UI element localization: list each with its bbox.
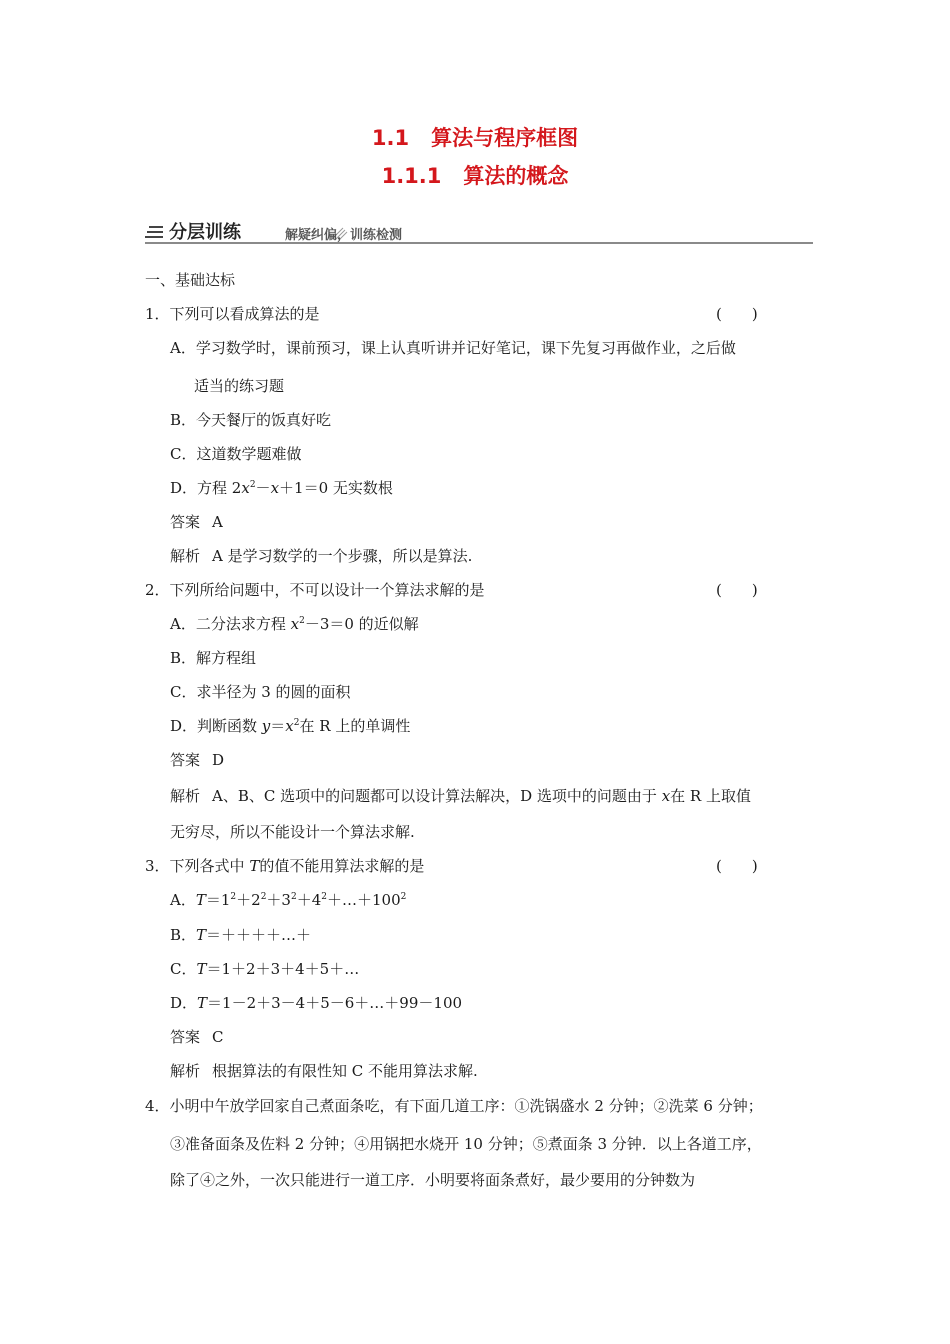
q1-analysis: 解析 A 是学习数学的一个步骤，所以是算法. xyxy=(170,547,473,565)
q1-answer: 答案 A xyxy=(170,513,223,531)
section-title xyxy=(0,160,950,190)
q2-stem: 2．下列所给问题中，不可以设计一个算法求解的是 xyxy=(145,581,485,599)
q4-stem-cont-2: 除了④之外，一次只能进行一道工序．小明要将面条煮好，最少要用的分钟数为 xyxy=(170,1171,696,1189)
q1-option-a-cont: 适当的练习题 xyxy=(194,377,285,395)
section-heading: 一、基础达标 xyxy=(145,271,236,289)
q2-analysis: 解析 A、B、C 选项中的问题都可以设计算法解决，D 选项中的问题由于 x在 R 上取值 xyxy=(170,787,751,805)
section-name: 算法的概念 xyxy=(463,164,569,188)
q2-analysis-cont: 无穷尽，所以不能设计一个算法求解. xyxy=(170,823,415,841)
banner-label: 分层训练 xyxy=(169,222,241,243)
chapter-number: 1.1 xyxy=(371,126,410,150)
q4-stem-cont-1: ③准备面条及佐料 2 分钟；④用锅把水烧开 10 分钟；⑤煮面条 3 分钟．以上各道工序， xyxy=(170,1135,762,1153)
q2-answer-blank: ( ) xyxy=(716,581,758,599)
q1-answer-blank: ( ) xyxy=(716,305,758,323)
q2-option-b: B．解方程组 xyxy=(170,649,257,667)
stripes-icon xyxy=(145,224,165,242)
section-number: 1.1.1 xyxy=(381,164,442,188)
q3-option-c: C．T＝1＋2＋3＋4＋5＋… xyxy=(170,960,360,978)
q3-option-b: B．T＝＋＋＋＋…＋ xyxy=(170,926,312,944)
banner-rule xyxy=(145,242,813,244)
q1-option-d: D．方程 $2x^2-x+1=0$ 无实数根 xyxy=(170,479,393,497)
q3-answer-blank: ( ) xyxy=(716,857,758,875)
q2-option-c: C．求半径为 3 的圆的面积 xyxy=(170,683,351,701)
q3-option-a: A．$T=1^2+2^2+3^2+4^2+\dots+100^2$ xyxy=(170,891,407,909)
chapter-title xyxy=(0,122,950,152)
q3-answer: 答案 C xyxy=(170,1028,224,1046)
q1-option-b: B．今天餐厅的饭真好吃 xyxy=(170,411,332,429)
q3-analysis: 解析 根据算法的有限性知 C 不能用算法求解. xyxy=(170,1062,478,1080)
banner-sublabel: 解疑纠偏，训练检测 xyxy=(285,228,403,243)
q1-stem: 1．下列可以看成算法的是 xyxy=(145,305,320,323)
q4-stem: 4．小明中午放学回家自己煮面条吃，有下面几道工序：①洗锅盛水 2 分钟；②洗菜 6 分钟； xyxy=(145,1097,763,1115)
q1-option-a: A．学习数学时，课前预习，课上认真听讲并记好笔记，课下先复习再做作业，之后做 xyxy=(170,339,736,357)
q1-option-c: C．这道数学题难做 xyxy=(170,445,302,463)
training-banner xyxy=(145,218,813,248)
q2-option-d: D．判断函数 $y=x^2$在 R 上的单调性 xyxy=(170,717,411,735)
q2-answer: 答案 D xyxy=(170,751,225,769)
q3-stem: 3．下列各式中 T的值不能用算法求解的是 xyxy=(145,857,425,875)
chapter-name: 算法与程序框图 xyxy=(431,126,579,150)
q3-option-d: D．T＝1－2＋3－4＋5－6＋…＋99－100 xyxy=(170,994,463,1012)
q2-option-a: A．二分法求方程 $x^2-3=0$ 的近似解 xyxy=(170,615,419,633)
